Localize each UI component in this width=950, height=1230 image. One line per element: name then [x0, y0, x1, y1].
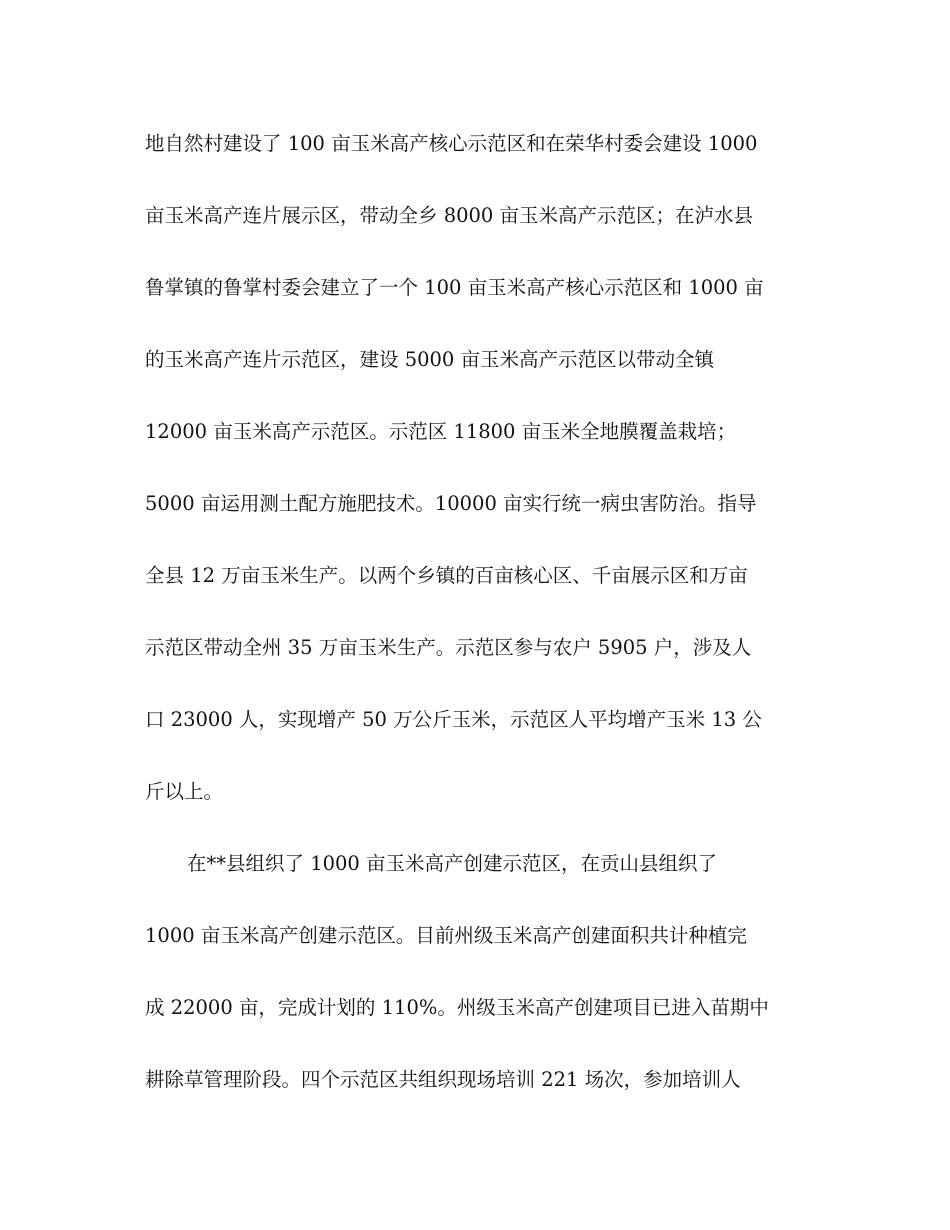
document-body — [145, 126, 810, 1134]
text-line: 亩玉米高产连片展示区，带动全乡 8000 亩玉米高产示范区；在泸水县 — [145, 204, 754, 227]
text-line: 鲁掌镇的鲁掌村委会建立了一个 100 亩玉米高产核心示范区和 1000 亩 — [145, 276, 764, 299]
text-line: 示范区带动全州 35 万亩玉米生产。示范区参与农户 5905 户，涉及人 — [145, 636, 752, 659]
paragraph-start-line: 在**县组织了 1000 亩玉米高产创建示范区，在贡山县组织了 — [187, 852, 718, 875]
text-line: 的玉米高产连片示范区，建设 5000 亩玉米高产示范区以带动全镇 — [145, 348, 715, 371]
text-line: 地自然村建设了 100 亩玉米高产核心示范区和在荣华村委会建设 1000 — [145, 132, 758, 155]
text-line: 口 23000 人，实现增产 50 万公斤玉米，示范区人平均增产玉米 13 公 — [145, 708, 762, 731]
text-line: 12000 亩玉米高产示范区。示范区 11800 亩玉米全地膜覆盖栽培； — [145, 420, 737, 443]
text-line: 全县 12 万亩玉米生产。以两个乡镇的百亩核心区、千亩展示区和万亩 — [145, 564, 748, 587]
text-line: 1000 亩玉米高产创建示范区。目前州级玉米高产创建面积共计种植完 — [145, 924, 747, 947]
text-line: 斤以上。 — [145, 780, 224, 803]
text-line: 5000 亩运用测土配方施肥技术。10000 亩实行统一病虫害防治。指导 — [145, 492, 757, 515]
text-line: 耕除草管理阶段。四个示范区共组织现场培训 221 场次，参加培训人 — [145, 1068, 741, 1091]
text-line: 成 22000 亩，完成计划的 110%。州级玉米高产创建项目已进入苗期中 — [145, 996, 769, 1019]
